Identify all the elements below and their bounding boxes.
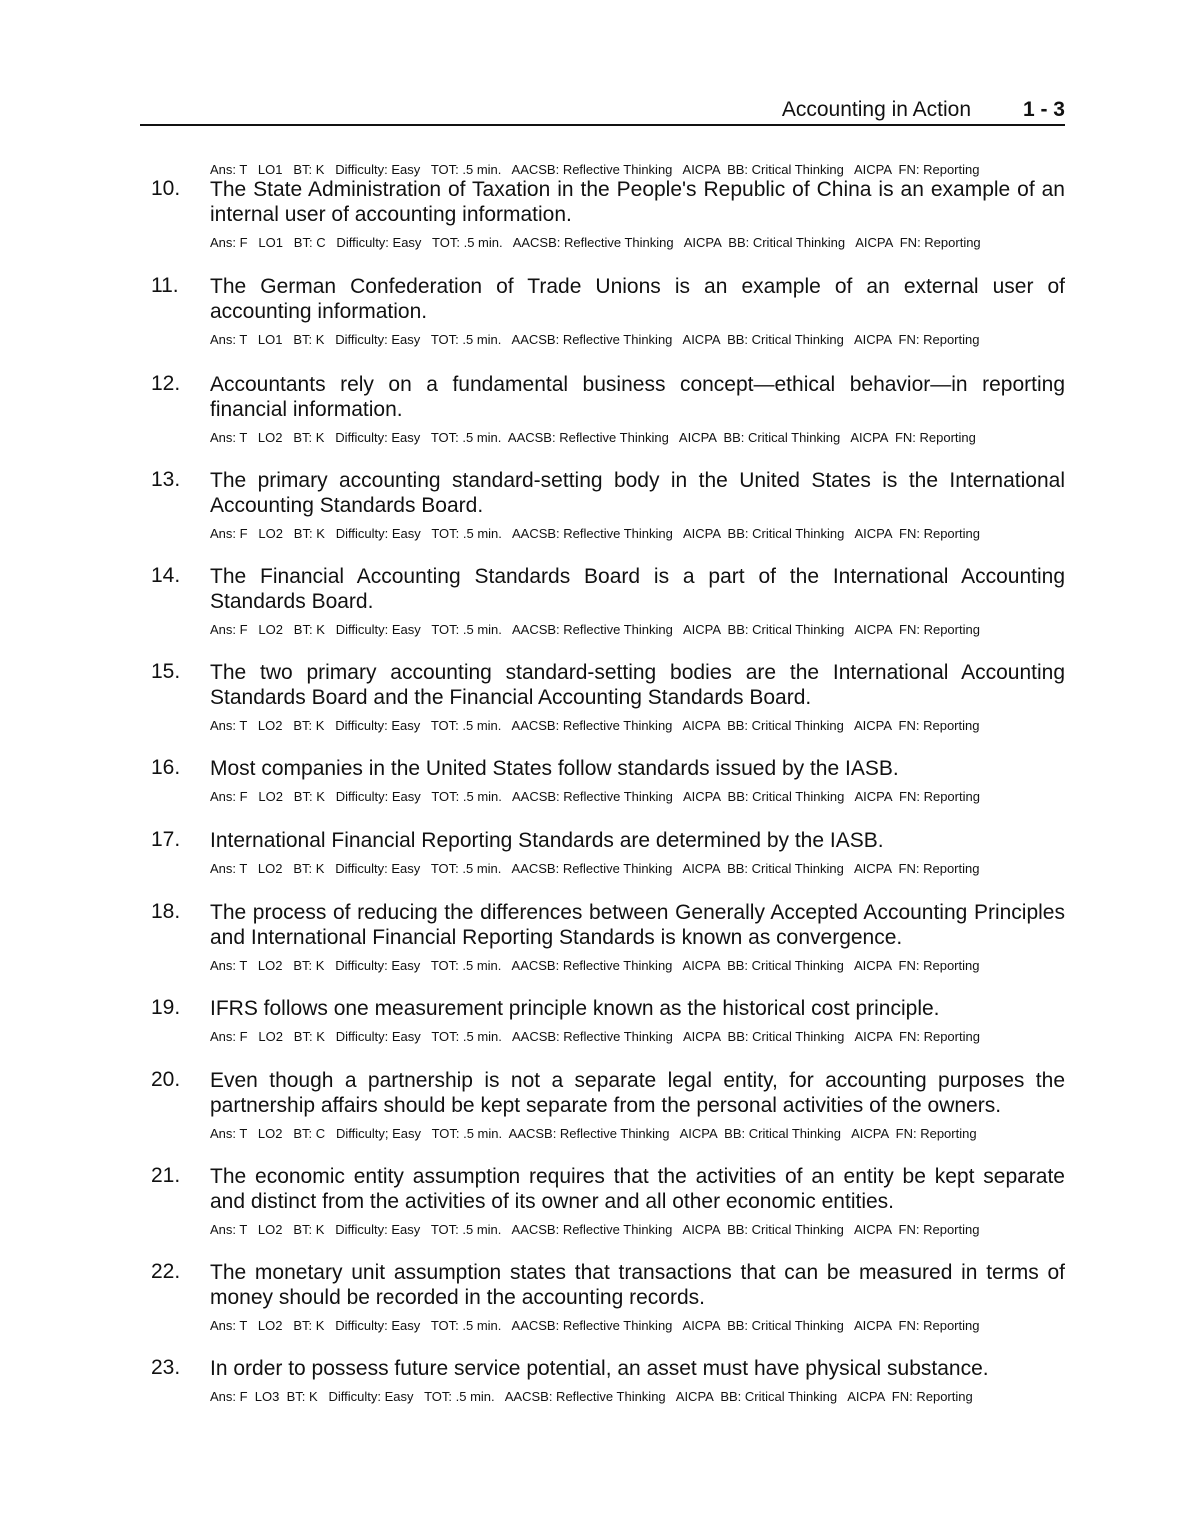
question-number: 13.	[151, 468, 181, 491]
question-text: The Financial Accounting Standards Board is a part of the International Accounting Standards Board.	[210, 565, 1065, 613]
answer-key: Ans: T LO1 BT: K Difficulty: Easy TOT: .5 min. AACSB: Reflective Thinking AICPA BB: Critical Thinking AICPA FN: Reporting	[210, 332, 980, 347]
question-text: In order to possess future service potential, an asset must have physical substance.	[210, 1357, 989, 1380]
question-number: 16.	[151, 756, 181, 779]
question-item	[140, 660, 1065, 733]
question-number: 17.	[151, 828, 181, 851]
page-header	[140, 96, 1065, 126]
question-item	[140, 468, 1065, 541]
answer-key: Ans: F LO2 BT: K Difficulty: Easy TOT: .5 min. AACSB: Reflective Thinking AICPA BB: Critical Thinking AICPA FN: Reporting	[210, 526, 980, 541]
question-item	[140, 1356, 1065, 1404]
question-number: 10.	[151, 177, 181, 200]
question-text: Even though a partnership is not a separate legal entity, for accounting purposes the partnership affairs should be kept separate from the personal activities of the owners.	[210, 1069, 1065, 1117]
question-item	[140, 996, 1065, 1044]
header-title: Accounting in Action	[781, 98, 971, 121]
question-number: 23.	[151, 1356, 181, 1379]
answer-key: Ans: F LO3 BT: K Difficulty: Easy TOT: .5 min. AACSB: Reflective Thinking AICPA BB: Critical Thinking AICPA FN: Reporting	[210, 1389, 973, 1404]
question-item	[140, 756, 1065, 804]
answer-key: Ans: F LO2 BT: K Difficulty: Easy TOT: .5 min. AACSB: Reflective Thinking AICPA BB: Critical Thinking AICPA FN: Reporting	[210, 789, 980, 804]
question-item	[140, 1068, 1065, 1141]
answer-key: Ans: T LO2 BT: K Difficulty: Easy TOT: .5 min. AACSB: Reflective Thinking AICPA BB: Critical Thinking AICPA FN: Reporting	[210, 1318, 980, 1333]
question-item	[140, 1164, 1065, 1237]
answer-key: Ans: T LO2 BT: K Difficulty: Easy TOT: .5 min. AACSB: Reflective Thinking AICPA BB: Critical Thinking AICPA FN: Reporting	[210, 861, 980, 876]
question-text: International Financial Reporting Standards are determined by the IASB.	[210, 829, 884, 852]
question-number: 19.	[151, 996, 181, 1019]
question-number: 12.	[151, 372, 181, 395]
answer-key: Ans: F LO2 BT: K Difficulty: Easy TOT: .5 min. AACSB: Reflective Thinking AICPA BB: Critical Thinking AICPA FN: Reporting	[210, 622, 980, 637]
question-text: The primary accounting standard-setting body in the United States is the International Accounting Standards Board.	[210, 469, 1065, 517]
question-number: 14.	[151, 564, 181, 587]
question-text: The two primary accounting standard-setting bodies are the International Accounting Standards Board and the Financial Accounting Standards Board.	[210, 661, 1065, 709]
question-text: Most companies in the United States follow standards issued by the IASB.	[210, 757, 899, 780]
question-text: The State Administration of Taxation in the People's Republic of China is an example of an internal user of accounting information.	[210, 178, 1065, 226]
question-item	[140, 900, 1065, 973]
question-item	[140, 1260, 1065, 1333]
question-item	[140, 564, 1065, 637]
page-number: 1 - 3	[1022, 98, 1065, 121]
question-item	[140, 828, 1065, 876]
question-text: The monetary unit assumption states that transactions that can be measured in terms of money should be recorded in the accounting records.	[210, 1261, 1065, 1309]
question-number: 22.	[151, 1260, 181, 1283]
question-number: 20.	[151, 1068, 181, 1091]
question-item	[140, 372, 1065, 445]
question-text: IFRS follows one measurement principle known as the historical cost principle.	[210, 997, 940, 1020]
answer-key: Ans: F LO2 BT: K Difficulty: Easy TOT: .5 min. AACSB: Reflective Thinking AICPA BB: Critical Thinking AICPA FN: Reporting	[210, 1029, 980, 1044]
question-number: 21.	[151, 1164, 181, 1187]
answer-key: Ans: T LO2 BT: K Difficulty: Easy TOT: .5 min. AACSB: Reflective Thinking AICPA BB: Critical Thinking AICPA FN: Reporting	[210, 958, 980, 973]
answer-key: Ans: F LO1 BT: C Difficulty: Easy TOT: .5 min. AACSB: Reflective Thinking AICPA BB: Critical Thinking AICPA FN: Reporting	[210, 235, 981, 250]
answer-key: Ans: T LO2 BT: K Difficulty: Easy TOT: .5 min. AACSB: Reflective Thinking AICPA BB: Critical Thinking AICPA FN: Reporting	[210, 718, 980, 733]
question-item	[140, 177, 1065, 250]
question-item	[140, 274, 1065, 347]
question-text: Accountants rely on a fundamental business concept—ethical behavior—in reporting financial information.	[210, 373, 1065, 421]
question-text: The process of reducing the differences between Generally Accepted Accounting Principles and International Financial Reporting Standards is known as convergence.	[210, 901, 1065, 949]
question-text: The German Confederation of Trade Unions is an example of an external user of accounting information.	[210, 275, 1065, 323]
question-number: 15.	[151, 660, 181, 683]
question-number: 11.	[151, 274, 179, 297]
question-text: The economic entity assumption requires that the activities of an entity be kept separate and distinct from the activities of its owner and all other economic entities.	[210, 1165, 1065, 1213]
answer-key: Ans: T LO1 BT: K Difficulty: Easy TOT: .5 min. AACSB: Reflective Thinking AICPA BB: Critical Thinking AICPA FN: Reporting	[210, 162, 980, 177]
answer-key: Ans: T LO2 BT: K Difficulty: Easy TOT: .5 min. AACSB: Reflective Thinking AICPA BB: Critical Thinking AICPA FN: Reporting	[210, 430, 976, 445]
question-number: 18.	[151, 900, 181, 923]
answer-key: Ans: T LO2 BT: C Difficulty; Easy TOT: .5 min. AACSB: Reflective Thinking AICPA BB: Critical Thinking AICPA FN: Reporting	[210, 1126, 977, 1141]
answer-key: Ans: T LO2 BT: K Difficulty: Easy TOT: .5 min. AACSB: Reflective Thinking AICPA BB: Critical Thinking AICPA FN: Reporting	[210, 1222, 980, 1237]
